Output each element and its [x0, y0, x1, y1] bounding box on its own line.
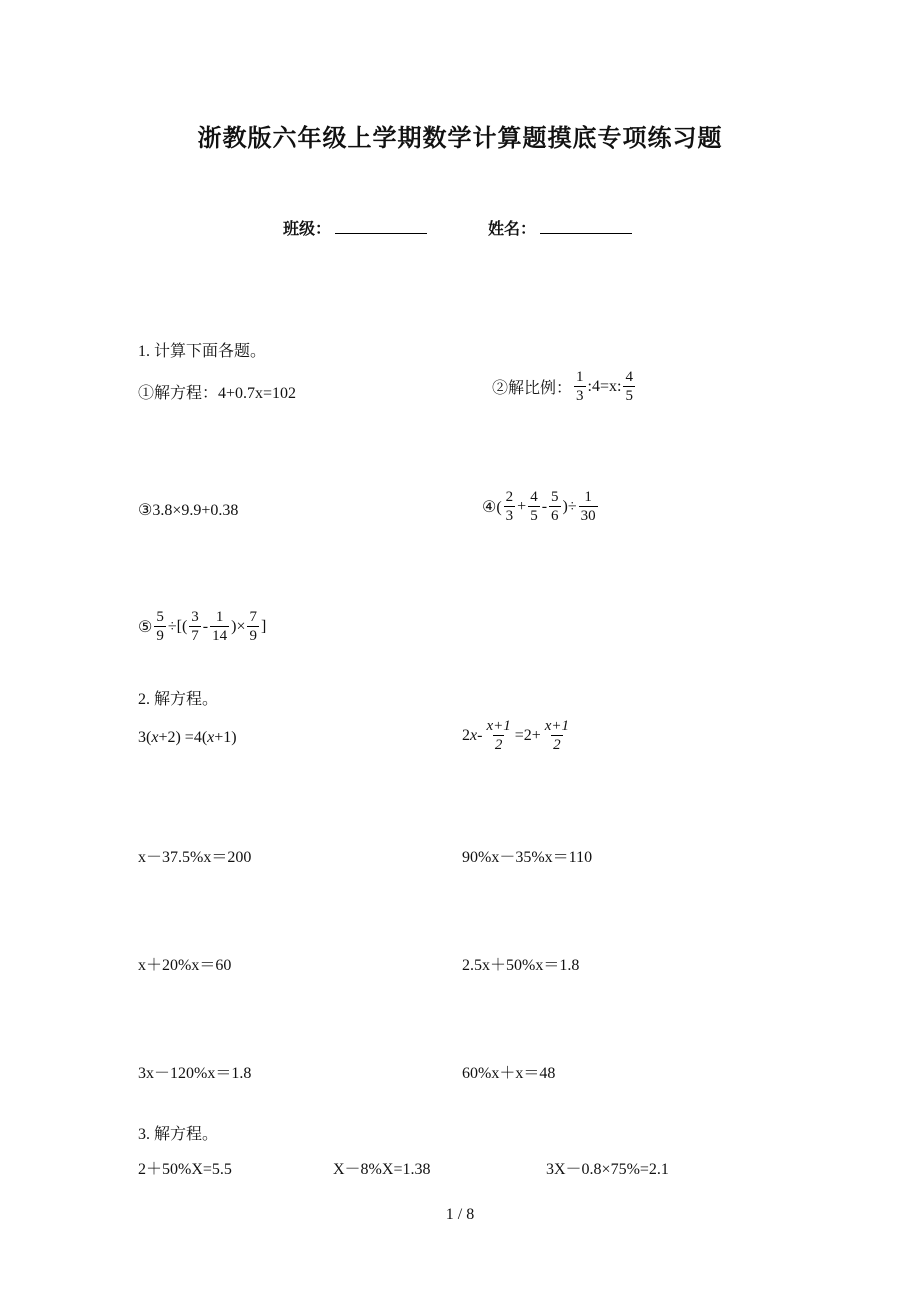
problem-1-2-mid: :4=x: — [587, 377, 622, 395]
problem-1-5 — [138, 608, 266, 645]
section-2-heading: 2. 解方程。 — [138, 691, 219, 708]
equation-3-1: 2＋50%X=5.5 — [138, 1161, 232, 1178]
equation-2-4: 90%x－35%x＝110 — [462, 849, 593, 866]
fraction: $\frac{5}{6}$ — [551, 489, 559, 524]
fraction: $\frac{7}{9}$ — [249, 609, 257, 644]
name-field — [488, 216, 632, 239]
equation-2-2: 2 x - $\frac{x+1}{2}$ =2+ $\frac{x+1}{2}$ — [462, 718, 570, 753]
fraction: $\frac{x+1}{2}$ — [544, 718, 570, 753]
section-1-heading: 1. 计算下面各题。 — [138, 343, 267, 360]
fraction: $\frac{3}{7}$ — [191, 609, 199, 644]
problem-1-1: ①解方程：4+0.7x=102 — [138, 385, 297, 402]
problem-1-3: ③3.8×9.9+0.38 — [138, 502, 239, 519]
class-field — [283, 216, 427, 239]
operator: ÷[( — [167, 617, 188, 635]
equation-3-2: X－8%X=1.38 — [333, 1161, 431, 1178]
equation-2-5: x＋20%x＝60 — [138, 957, 232, 974]
problem-1-4 — [482, 488, 600, 525]
problem-1-5-prefix: ⑤ — [138, 618, 153, 636]
fraction: $\frac{5}{9}$ — [156, 609, 164, 644]
operator: + — [517, 497, 527, 515]
problem-1-4-prefix: ④( — [482, 498, 502, 516]
page-title: 浙教版六年级上学期数学计算题摸底专项练习题 — [197, 124, 723, 152]
fraction: $\frac{x+1}{2}$ — [486, 718, 511, 753]
page-number: 1 / 8 — [445, 1206, 475, 1223]
class-blank[interactable] — [335, 219, 427, 234]
operator: ] — [260, 617, 267, 635]
fraction: $\frac{2}{3}$ — [505, 489, 514, 524]
section-3-heading: 3. 解方程。 — [138, 1126, 219, 1143]
equation-2-1: 3(x+2) =4(x+1) — [138, 729, 237, 746]
equation-2-6: 2.5x＋50%x＝1.8 — [462, 957, 580, 974]
class-label: 班级： — [283, 219, 332, 238]
name-blank[interactable] — [540, 219, 632, 234]
fraction: $\frac{1}{3}$ — [576, 369, 584, 404]
problem-1-2-prefix: ②解比例： — [492, 380, 573, 397]
operator: )÷ — [562, 497, 577, 515]
fraction: $\frac{1}{30}$ — [580, 489, 596, 524]
name-label: 姓名： — [488, 219, 537, 238]
operator: - — [202, 617, 209, 635]
equation-2-7: 3x－120%x＝1.8 — [138, 1065, 252, 1082]
equation-2-8: 60%x＋x＝48 — [462, 1065, 556, 1082]
operator: )× — [231, 617, 246, 635]
equation-3-3: 3X－0.8×75%=2.1 — [546, 1161, 669, 1178]
fraction: $\frac{4}{5}$ — [625, 369, 633, 404]
equation-2-3: x－37.5%x＝200 — [138, 849, 252, 866]
fraction: $\frac{4}{5}$ — [530, 489, 538, 524]
problem-1-2 — [492, 368, 637, 405]
fraction: $\frac{1}{14}$ — [212, 609, 228, 644]
operator: - — [541, 497, 548, 515]
